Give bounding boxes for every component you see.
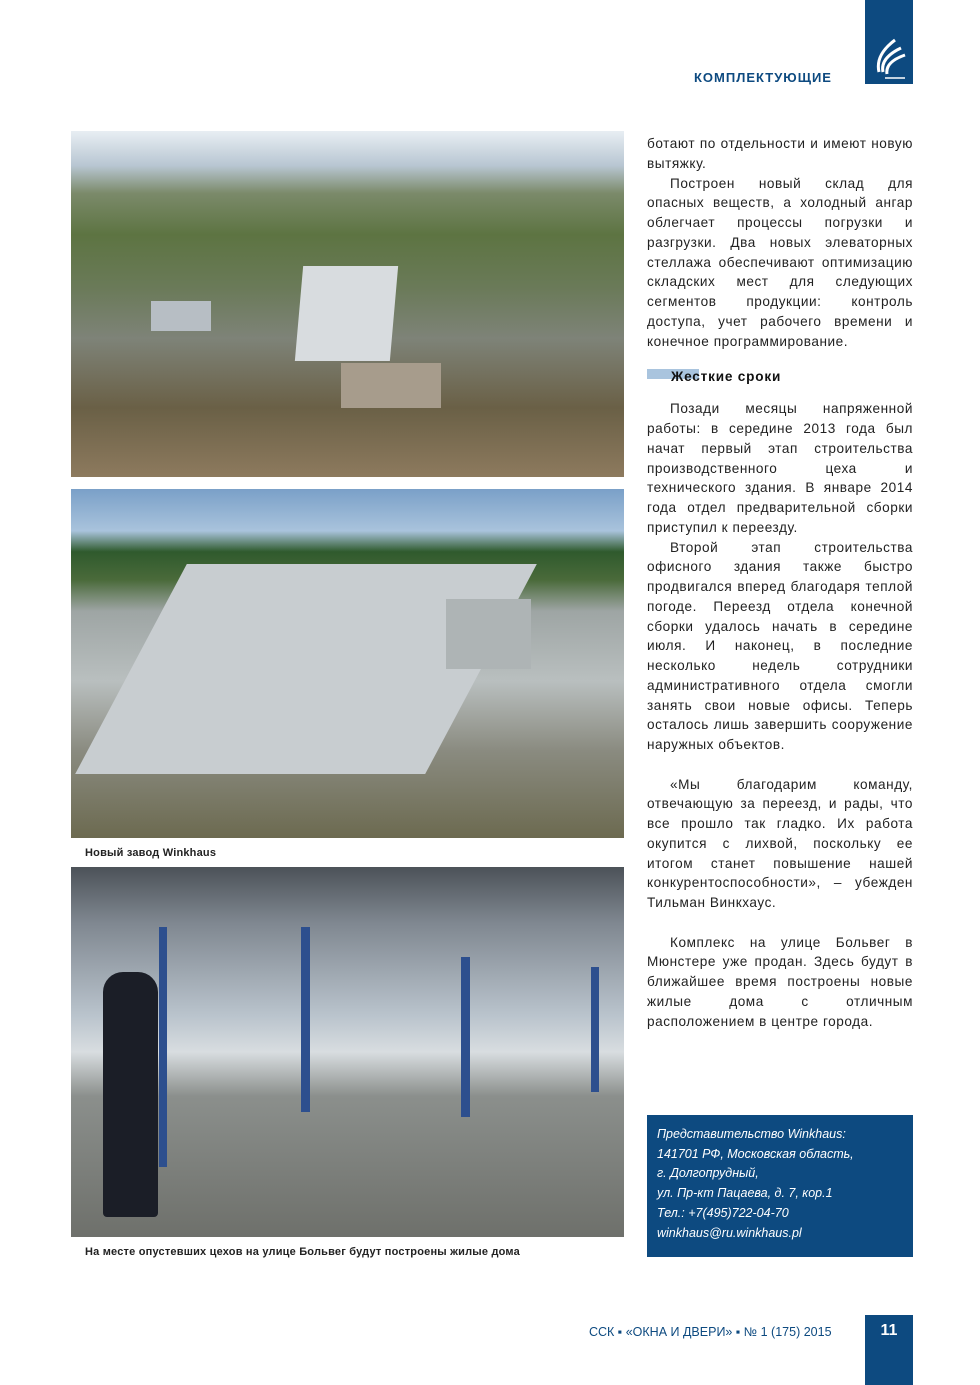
journal-footer: ССК ▪ «ОКНА И ДВЕРИ» ▪ № 1 (175) 2015 (589, 1325, 832, 1339)
contact-title: Представительство Winkhaus: (657, 1127, 846, 1141)
paragraph: Комплекс на улице Больвег в Мюнстере уже продан. Здесь будут в ближайшее время построены новые жилые дома с отличным расположением в центре города. (647, 934, 913, 1029)
contact-box (647, 1115, 913, 1257)
photo-caption: На месте опустевших цехов на улице Больвег будут построены жилые дома (85, 1246, 520, 1258)
contact-email: winkhaus@ru.winkhaus.pl (657, 1225, 802, 1240)
contact-phone: Тел.: +7(495)722-04-70 (657, 1205, 789, 1220)
subheading-text: Жесткие сроки (671, 369, 782, 385)
photo-empty-workshop (71, 867, 624, 1237)
contact-city: г. Долгопрудный, (657, 1166, 759, 1181)
contact-address: 141701 РФ, Московская область, (657, 1146, 854, 1161)
man-figure (103, 972, 158, 1217)
quote-paragraph: «Мы благодарим команду, отвечающую за переезд, и рады, что все прошло так гладко. Их работа окупится с лихвой, поскольку ее итогом станет повышение нашей конкурентоспособности», – убежден Тильман Винкхаус. (647, 776, 913, 910)
page-number: 11 (880, 1322, 898, 1339)
paragraph: Построен новый склад для опасных веществ, а холодный ангар облегчает процессы погрузки и разгрузки. Два новых элеваторных стеллажа обеспечивают оптимизацию складских мест для следующих сегментов продукции: контроль доступа, учет рабочего времени и конечное программирование. (647, 175, 913, 349)
paragraph: Позади месяцы напряженной работы: в середине 2013 года был начат первый этап строительства производственного цеха и технического здания. В январе 2014 года отдел предварительной сборки приступил к переезду. (647, 401, 913, 535)
photo-caption: Новый завод Winkhaus (85, 847, 217, 859)
header-tab (865, 0, 913, 84)
page-number-box (865, 1315, 913, 1385)
aerial-photo-new-plant (71, 489, 624, 838)
subheading (647, 367, 913, 387)
article-body (647, 134, 913, 1031)
section-title: КОМПЛЕКТУЮЩИЕ (694, 70, 832, 85)
paragraph: Второй этап строительства офисного здания также быстро продвигался вперед благодаря теплой погоде. Переезд отдела конечной сборки удалось начать в середине июля. И наконец, в последние несколько недель сотрудники административного отдела смогли занять свои новые офисы. Теперь осталось лишь завершить сооружение наружных объектов. (647, 539, 913, 752)
aerial-photo-factory-site (71, 131, 624, 477)
contact-street: ул. Пр-кт Пацаева, д. 7, кор.1 (657, 1186, 833, 1201)
ssk-logo-icon (865, 0, 913, 84)
paragraph: ботают по отдельности и имеют новую вытяжку. (647, 136, 913, 171)
